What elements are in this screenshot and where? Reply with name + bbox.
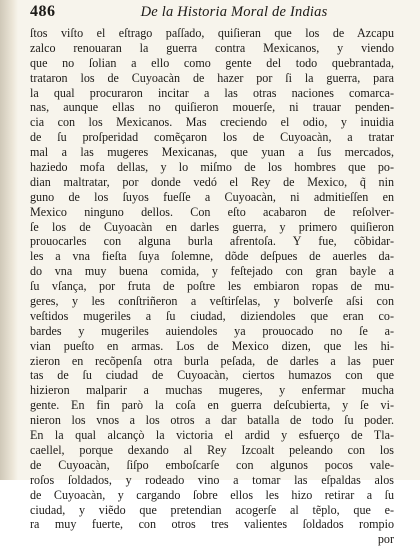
running-title: De la Historia Moral de Indias <box>140 4 328 20</box>
text-line: ſu vſança, por fruta de poſtre les embiaron ropas de mu- <box>30 279 394 294</box>
text-line: veſtidos mugeriles a ſu ciudad, diziendoles que eran co- <box>30 308 394 323</box>
text-line: ſtos viſto el eſtrago paſſado, quiſieran que los de Azcapu <box>30 26 394 40</box>
text-line: guno de los ſuyos fueſſe a Cuyoacàn, ni admitieſſen en <box>30 189 394 204</box>
page-header <box>30 3 390 25</box>
text-line: ra muy fuerte, con otros tres valientes ſoldados rompio <box>30 517 394 532</box>
text-line: cia con los Mexicanos. Mas creciendo el odio, y inuidia <box>30 115 394 130</box>
text-line: hizieron malparir a muchas mugeres, y enfermar mucha <box>30 383 394 398</box>
text-line: do vna muy buena comida, y feſtejado con gran bayle a <box>30 264 394 279</box>
text-line: bardes y mugeriles auiendoles ya prouocado no ſe a- <box>30 323 394 338</box>
text-line: de Cuyoacàn, y cargando ſobre ellos les hizo retirar a ſu <box>30 487 394 502</box>
text-line: geres, y les conſtriñeron a veſtirſelas, y bolverſe aſsi con <box>30 294 394 309</box>
text-line: que no ſolian a ello como gente del todo quebrantada, <box>30 55 394 70</box>
page-gutter-shadow <box>0 0 18 480</box>
text-line: trataron los de Cuyoacàn de hazer por ſi la guerra, para <box>30 70 394 85</box>
text-line: dian maltratar, por donde vedó el Rey de Mexico, q̃ nin <box>30 174 394 189</box>
text-line: de ſu proſperidad comẽçaron los de Cuyoacàn, a tratar <box>30 130 394 145</box>
text-line: haziedo mofa dellas, y lo miſmo de los hombres que po- <box>30 160 394 175</box>
text-line: ſe los de Cuyoacàn en darles guerra, y primero quiſieron <box>30 219 394 234</box>
text-line: prouocarles con alguna burla afrentoſa. Y fue, cõbidar- <box>30 234 394 249</box>
text-line: mal a las mugeres Mexicanas, que yuan a ſus mercados, <box>30 145 394 160</box>
text-line: nas, aunque ellas no quiſieron mouerſe, ni trauar penden- <box>30 100 394 115</box>
text-line: les a vna fieſta ſuya ſolemne, dõde deſpues de auerles da- <box>30 249 394 264</box>
text-line: ciudad, y viẽdo que pretendian acogerſe al tẽplo, que e- <box>30 502 394 517</box>
text-line: la qual procuraron incitar a las otras naciones comarca- <box>30 85 394 100</box>
catchword: por <box>377 532 394 547</box>
text-body <box>30 26 394 547</box>
text-line: roſos ſoldados, y rodeado vino a tomar las eſpaldas alos <box>30 472 394 487</box>
text-line: de Cuyoacàn, ſiſpo emboſcarſe con algunos pocos vale- <box>30 457 394 472</box>
text-line: tas de ſu ciudad de Cuyoacàn, ciertos humazos con que <box>30 368 394 383</box>
page-number: 486 <box>30 3 56 20</box>
text-line: vian pueſto en armas. Los de Mexico dizen, que les hi- <box>30 338 394 353</box>
text-line: gente. En fin parò la coſa en guerra deſcubierta, y ſe vi- <box>30 398 394 413</box>
text-line: En la qual alcançò la victoria el ardid y esfuerço de Tla- <box>30 428 394 443</box>
text-line: caellel, porque dexando al Rey Izcoalt peleando con los <box>30 442 394 457</box>
text-line: Mexico ninguno dellos. Con eſto acabaron de reſolver- <box>30 204 394 219</box>
text-line: nieron los vnos a los otros a dar batalla de todo ſu poder. <box>30 413 394 428</box>
text-line: zalco renouaran la guerra contra Mexicanos, y viendo <box>30 40 394 55</box>
text-line: zieron en recõpenſa otra burla peſada, de darles a las puer <box>30 353 394 368</box>
